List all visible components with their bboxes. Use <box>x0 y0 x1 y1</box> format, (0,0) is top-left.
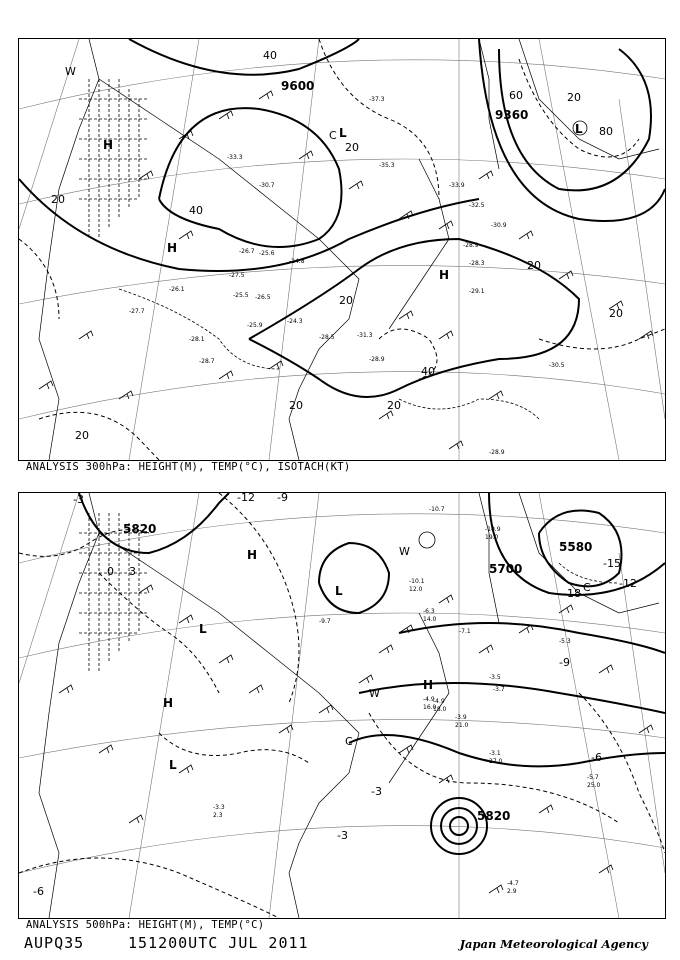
wind-barb <box>539 805 553 813</box>
temperature-value: -28.1 <box>189 336 205 343</box>
isotherm-label-6: -12 <box>619 577 637 590</box>
pressure-center-l-3: L <box>169 758 177 772</box>
wind-barb <box>179 765 193 773</box>
pressure-center-w: W <box>65 65 76 78</box>
temperature-value: -24.8 <box>289 258 305 265</box>
isotach-label-40-c: 40 <box>421 365 435 378</box>
temperature-value: -30.7 <box>259 182 275 189</box>
height-label-5820-a: 5820 <box>123 522 157 536</box>
observation-value: -5.3 <box>559 638 571 645</box>
wind-barb <box>139 585 153 593</box>
observation-value: -10.7 <box>429 506 445 513</box>
temperature-value: -26.1 <box>169 286 185 293</box>
pressure-center-h-2: H <box>163 696 174 710</box>
wind-barb <box>219 371 233 379</box>
observation-value: -3.5 <box>489 674 501 681</box>
wind-barb <box>39 381 53 389</box>
wind-barb <box>359 675 373 683</box>
pressure-center-c-1: C <box>583 581 591 594</box>
wind-barb <box>439 595 453 603</box>
height-label-5700: 5700 <box>489 562 523 576</box>
temperature-value: -26.5 <box>255 294 271 301</box>
wind-barb <box>489 391 503 399</box>
isotherm-label-5: -18 <box>563 587 581 600</box>
wind-barb <box>119 391 133 399</box>
temperature-value: -28.7 <box>199 358 215 365</box>
isotach-label-60: 60 <box>509 89 523 102</box>
wind-barb <box>59 685 73 693</box>
map-300hpa-canvas <box>19 39 665 460</box>
isotherm-label-11: -3 <box>337 829 348 842</box>
wind-barb <box>299 151 313 159</box>
pressure-center-h-3: H <box>423 678 434 692</box>
wind-barb <box>399 745 413 753</box>
coastlines <box>39 493 659 918</box>
wind-barb <box>259 91 273 99</box>
pressure-center-h-2: H <box>167 241 178 255</box>
isotherm-label-8: -6 <box>591 751 602 764</box>
coastlines <box>39 39 659 460</box>
observation-value: -3.1 <box>489 750 501 757</box>
temperature-value: -28.9 <box>369 356 385 363</box>
temperature-value: -31.3 <box>357 332 373 339</box>
wind-barb <box>479 171 493 179</box>
temperature-value: -25.5 <box>233 292 249 299</box>
observation-value: 19.0 <box>485 534 499 541</box>
pressure-center-l-2: L <box>335 584 343 598</box>
temperature-value: -33.3 <box>227 154 243 161</box>
isotherm-label-2: -12 <box>237 493 255 504</box>
wind-barb <box>179 615 193 623</box>
temperature-value: -28.9 <box>489 449 505 456</box>
wind-barb <box>639 331 653 339</box>
observation-value: 18.0 <box>433 706 447 713</box>
observation-value: -3.3 <box>213 804 225 811</box>
temperature-value: -27.5 <box>229 272 245 279</box>
wind-barb <box>179 231 193 239</box>
observation-value: 21.0 <box>455 722 469 729</box>
temperature-value: -28.3 <box>469 260 485 267</box>
temperature-value: -32.5 <box>469 202 485 209</box>
pressure-center-w-1: W <box>399 545 410 558</box>
isotach-label-20-h: 20 <box>387 399 401 412</box>
wind-barb <box>319 705 333 713</box>
temperature-value: -27.7 <box>129 308 145 315</box>
wind-barb <box>449 441 463 449</box>
high-center-circle <box>419 532 435 548</box>
isotherm-label-1: -3 <box>73 493 84 506</box>
observation-value: 25.0 <box>587 782 601 789</box>
isotach-label-20-g: 20 <box>75 429 89 442</box>
observation-value: 14.0 <box>423 616 437 623</box>
caption-300hpa: ANALYSIS 300hPa: HEIGHT(M), TEMP(°C), ISOTACH(KT) <box>26 461 351 473</box>
isotach-label-20-c: 20 <box>527 259 541 272</box>
temperature-value: -28.9 <box>463 242 479 249</box>
observation-values <box>213 506 601 895</box>
chart-code: AUPQ35 <box>24 934 85 952</box>
height-label-9600: 9600 <box>281 79 315 93</box>
pressure-center-l-1: L <box>339 126 347 140</box>
chart-valid-time: 151200UTC JUL 2011 <box>128 934 309 952</box>
wind-barb <box>599 665 613 673</box>
isotach-label-40: 40 <box>263 49 277 62</box>
observation-value: -9.7 <box>319 618 331 625</box>
isotherm-label-12: 0 <box>107 565 114 578</box>
height-label-9360: 9360 <box>495 108 529 122</box>
temperature-value: -28.5 <box>319 334 335 341</box>
observation-value: 16.0 <box>423 704 437 711</box>
isotherm-label-7: -9 <box>559 656 570 669</box>
observation-value: -4.7 <box>507 880 519 887</box>
temperature-value: -25.9 <box>247 322 263 329</box>
wind-barb <box>599 865 613 873</box>
isotherm-label-3: -9 <box>277 493 288 504</box>
temperature-value: -30.5 <box>549 362 565 369</box>
caption-500hpa: ANALYSIS 500hPa: HEIGHT(M), TEMP(°C) <box>26 919 265 931</box>
isotach-label-20-b: 20 <box>345 141 359 154</box>
pressure-center-c-2: C <box>345 735 353 748</box>
isotach-label-80: 80 <box>599 125 613 138</box>
observation-value: -7.1 <box>459 628 471 635</box>
wind-barb <box>79 331 93 339</box>
observation-value: 2.3 <box>213 812 223 819</box>
wind-barb <box>399 311 413 319</box>
temperature-isotherms <box>19 493 665 918</box>
isotach-label-20-d: 20 <box>609 307 623 320</box>
map-500hpa <box>18 492 666 919</box>
wind-barb <box>129 815 143 823</box>
observation-value: -3.9 <box>455 714 467 721</box>
wind-barb <box>479 645 493 653</box>
temperature-value: -30.9 <box>491 222 507 229</box>
pressure-center-h-1: H <box>247 548 258 562</box>
hatch-region <box>79 513 149 673</box>
observation-value: 27.0 <box>489 758 503 765</box>
observation-value: 12.0 <box>409 586 423 593</box>
isotherm-label-9: -3 <box>371 785 382 798</box>
isotach-label-40-b: 40 <box>189 204 203 217</box>
wind-barb <box>489 885 503 893</box>
wind-barb <box>249 685 263 693</box>
pressure-center-l-2: L <box>575 122 583 136</box>
isotherm-label-4: -15 <box>603 557 621 570</box>
observation-value: -4.9 <box>423 696 435 703</box>
pressure-center-c: C <box>329 129 337 142</box>
observation-value: -6.3 <box>423 608 435 615</box>
wind-barb <box>379 645 393 653</box>
pressure-center-h-1: H <box>103 138 114 152</box>
observation-value: -10.9 <box>485 526 501 533</box>
observation-value: -10.1 <box>409 578 425 585</box>
height-label-5580: 5580 <box>559 540 593 554</box>
wind-barb <box>219 655 233 663</box>
observation-value: -5.7 <box>587 774 599 781</box>
observation-value: 2.9 <box>507 888 517 895</box>
observation-value: -3.7 <box>493 686 505 693</box>
pressure-center-h-3: H <box>439 268 450 282</box>
isotach-label-20-i: 20 <box>567 91 581 104</box>
isotach-label-20-a: 20 <box>51 193 65 206</box>
temperature-value: -25.6 <box>259 250 275 257</box>
pressure-center-w-2: W <box>369 687 380 700</box>
graticule <box>19 493 665 918</box>
temperature-value: -29.1 <box>469 288 485 295</box>
temperature-value: -35.3 <box>379 162 395 169</box>
observation-value: -4.9 <box>433 698 445 705</box>
wind-barb <box>639 725 653 733</box>
temperature-value: -33.9 <box>449 182 465 189</box>
wind-barb <box>99 745 113 753</box>
map-300hpa <box>18 38 666 461</box>
height-label-5820-b: 5820 <box>477 809 511 823</box>
isotherm-label-13: 3 <box>129 565 136 578</box>
temperature-value: -37.3 <box>369 96 385 103</box>
wind-barb <box>519 625 533 633</box>
wind-barb <box>139 171 153 179</box>
wind-barb <box>349 181 363 189</box>
agency-name: Japan Meteorological Agency <box>459 937 648 951</box>
wind-barb <box>519 231 533 239</box>
isotach-label-20-e: 20 <box>339 294 353 307</box>
isotherm-label-10: -6 <box>33 885 44 898</box>
map-500hpa-canvas <box>19 493 665 918</box>
isotach-label-20-f: 20 <box>289 399 303 412</box>
wind-barb <box>379 411 393 419</box>
wind-barb <box>439 331 453 339</box>
temperature-value: -26.7 <box>239 248 255 255</box>
temperature-value: -24.3 <box>287 318 303 325</box>
pressure-center-l-1: L <box>199 622 207 636</box>
